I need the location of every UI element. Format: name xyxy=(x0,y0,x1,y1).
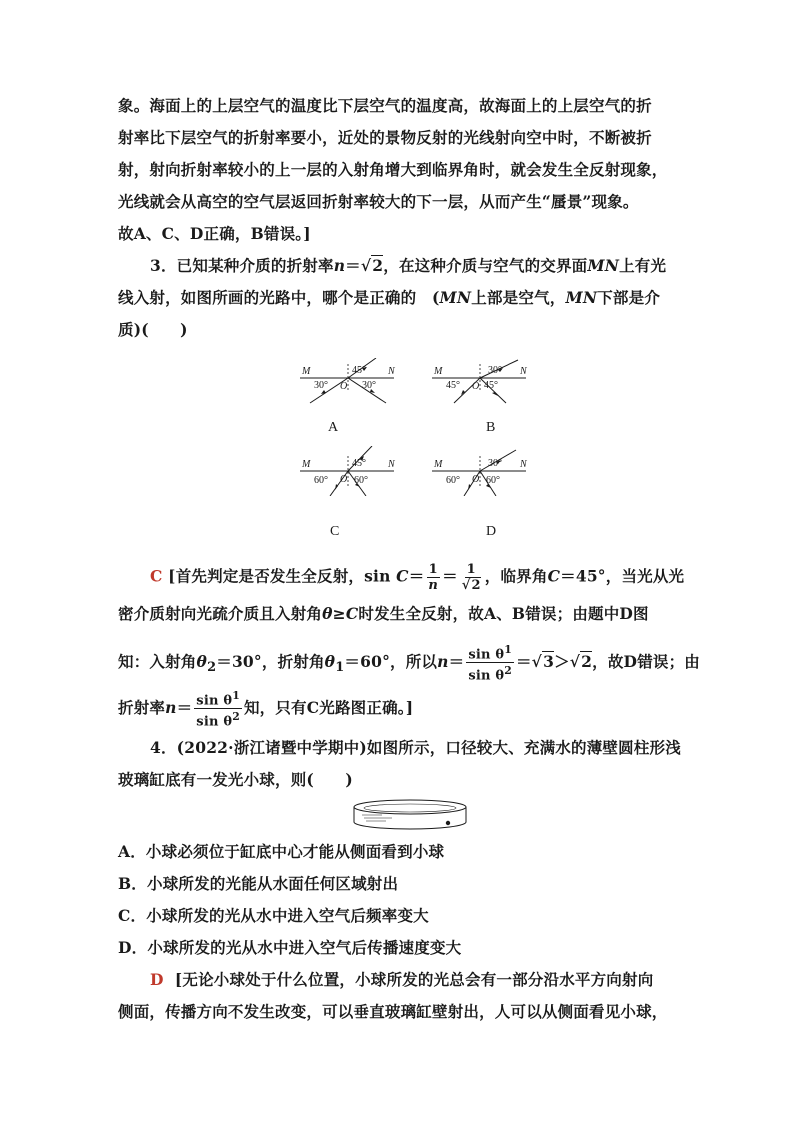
option-c: C．小球所发的光从水中进入空气后频率变大 xyxy=(118,906,429,925)
svg-text:30°: 30° xyxy=(488,365,502,376)
question-3-line-3: 质)( ) xyxy=(118,320,188,339)
answer-3-line-2: 密介质射向光疏介质且入射角θ≥C时发生全反射，故A、B错误；由题中D图 xyxy=(118,604,649,623)
fraction: $\frac{\sin \theta^1}{\sin \theta^2}$ xyxy=(196,689,240,730)
svg-text:N: N xyxy=(520,459,527,470)
paragraph-line: 射，射向折射率较小的上一层的入射角增大到临界角时，就会发生全反射现象， xyxy=(118,160,668,179)
diagram-label: D xyxy=(486,524,497,539)
answer-4-line-2: 侧面，传播方向不发生改变，可以垂直玻璃缸壁射出，人可以从侧面看见小球， xyxy=(118,1002,668,1021)
fraction: $\frac{1}{n}$ xyxy=(428,562,439,593)
diagram-b xyxy=(432,358,532,435)
diagram-label: B xyxy=(486,420,496,435)
svg-text:60°: 60° xyxy=(486,475,500,486)
question-3-line-1: 3．已知某种介质的折射率n＝√2，在这种介质与空气的交界面MN上有光 xyxy=(150,256,667,275)
answer-letter: C xyxy=(150,566,163,586)
svg-text:45°: 45° xyxy=(352,458,366,469)
diagram-label: C xyxy=(330,524,340,539)
answer-3-line-1: C [首先判定是否发生全反射，sin C＝ $\frac{1}{n}$ ＝ $\frac{1}{√2}$ ，临界角C＝45°，当光从光 xyxy=(150,562,685,593)
paragraph-line: 故A、C、D正确，B错误。] xyxy=(118,224,311,243)
svg-text:60°: 60° xyxy=(354,475,368,486)
svg-text:M: M xyxy=(434,459,443,470)
option-a: A．小球必须位于缸底中心才能从侧面看到小球 xyxy=(118,842,445,861)
svg-text:M: M xyxy=(302,459,311,470)
answer-letter: D xyxy=(150,970,164,989)
svg-text:O: O xyxy=(472,381,480,392)
fraction: $\frac{\sin \theta^1}{\sin \theta^2}$ xyxy=(468,643,512,684)
option-b: B．小球所发的光能从水面任何区域射出 xyxy=(118,874,399,893)
label-o: O xyxy=(340,381,348,392)
answer-3-line-4: 折射率n＝ $\frac{\sin \theta^1}{\sin \theta^2}$ 知，只有C光路图正确。] xyxy=(118,689,414,730)
glass-tank-figure xyxy=(352,798,472,834)
paragraph-line: 光线就会从高空的空气层返回折射率较大的下一层，从而产生“蜃景”现象。 xyxy=(118,192,639,211)
question-4-line-2: 玻璃缸底有一发光小球，则( ) xyxy=(118,770,353,789)
diagram-label: A xyxy=(328,420,339,435)
paragraph-line: 象。海面上的上层空气的温度比下层空气的温度高，故海面上的上层空气的折 xyxy=(118,96,652,115)
svg-text:O: O xyxy=(472,474,480,485)
fraction: $\frac{1}{√2}$ xyxy=(461,562,481,593)
diagram-c xyxy=(300,446,400,539)
svg-text:45°: 45° xyxy=(446,380,460,391)
label-m: M xyxy=(302,366,311,377)
left-angle: 30° xyxy=(314,380,328,391)
svg-text:N: N xyxy=(388,459,395,470)
svg-text:M: M xyxy=(434,366,443,377)
svg-text:O: O xyxy=(340,474,348,485)
svg-text:45°: 45° xyxy=(484,380,498,391)
paragraph-line: 射率比下层空气的折射率要小，近处的景物反射的光线射向空中时，不断被折 xyxy=(118,128,652,147)
label-n: N xyxy=(388,366,395,377)
svg-text:60°: 60° xyxy=(314,475,328,486)
svg-text:N: N xyxy=(520,366,527,377)
question-3-line-2: 线入射，如图所画的光路中，哪个是正确的 (MN上部是空气，MN下部是介 xyxy=(118,288,661,307)
answer-3-line-3: 知：入射角$\theta_2=30^\circ$，折射角$\theta_1=60^\circ$，所以n＝ $\frac{\sin \theta^1}{\sin \theta^2}$ ＝√3＞√2，故D错误；由 xyxy=(118,643,700,684)
diagram-d xyxy=(432,446,532,539)
top-angle: 45° xyxy=(352,365,366,376)
right-angle: 30° xyxy=(362,380,376,391)
svg-text:30°: 30° xyxy=(488,458,502,469)
option-d: D．小球所发的光从水中进入空气后传播速度变大 xyxy=(118,938,462,957)
answer-4-line-1: D [无论小球处于什么位置，小球所发的光总会有一部分沿水平方向射向 xyxy=(150,970,654,989)
svg-text:60°: 60° xyxy=(446,475,460,486)
diagram-a xyxy=(300,358,400,435)
question-4-line-1: 4．(2022·浙江诸暨中学期中)如图所示，口径较大、充满水的薄壁圆柱形浅 xyxy=(150,738,681,757)
